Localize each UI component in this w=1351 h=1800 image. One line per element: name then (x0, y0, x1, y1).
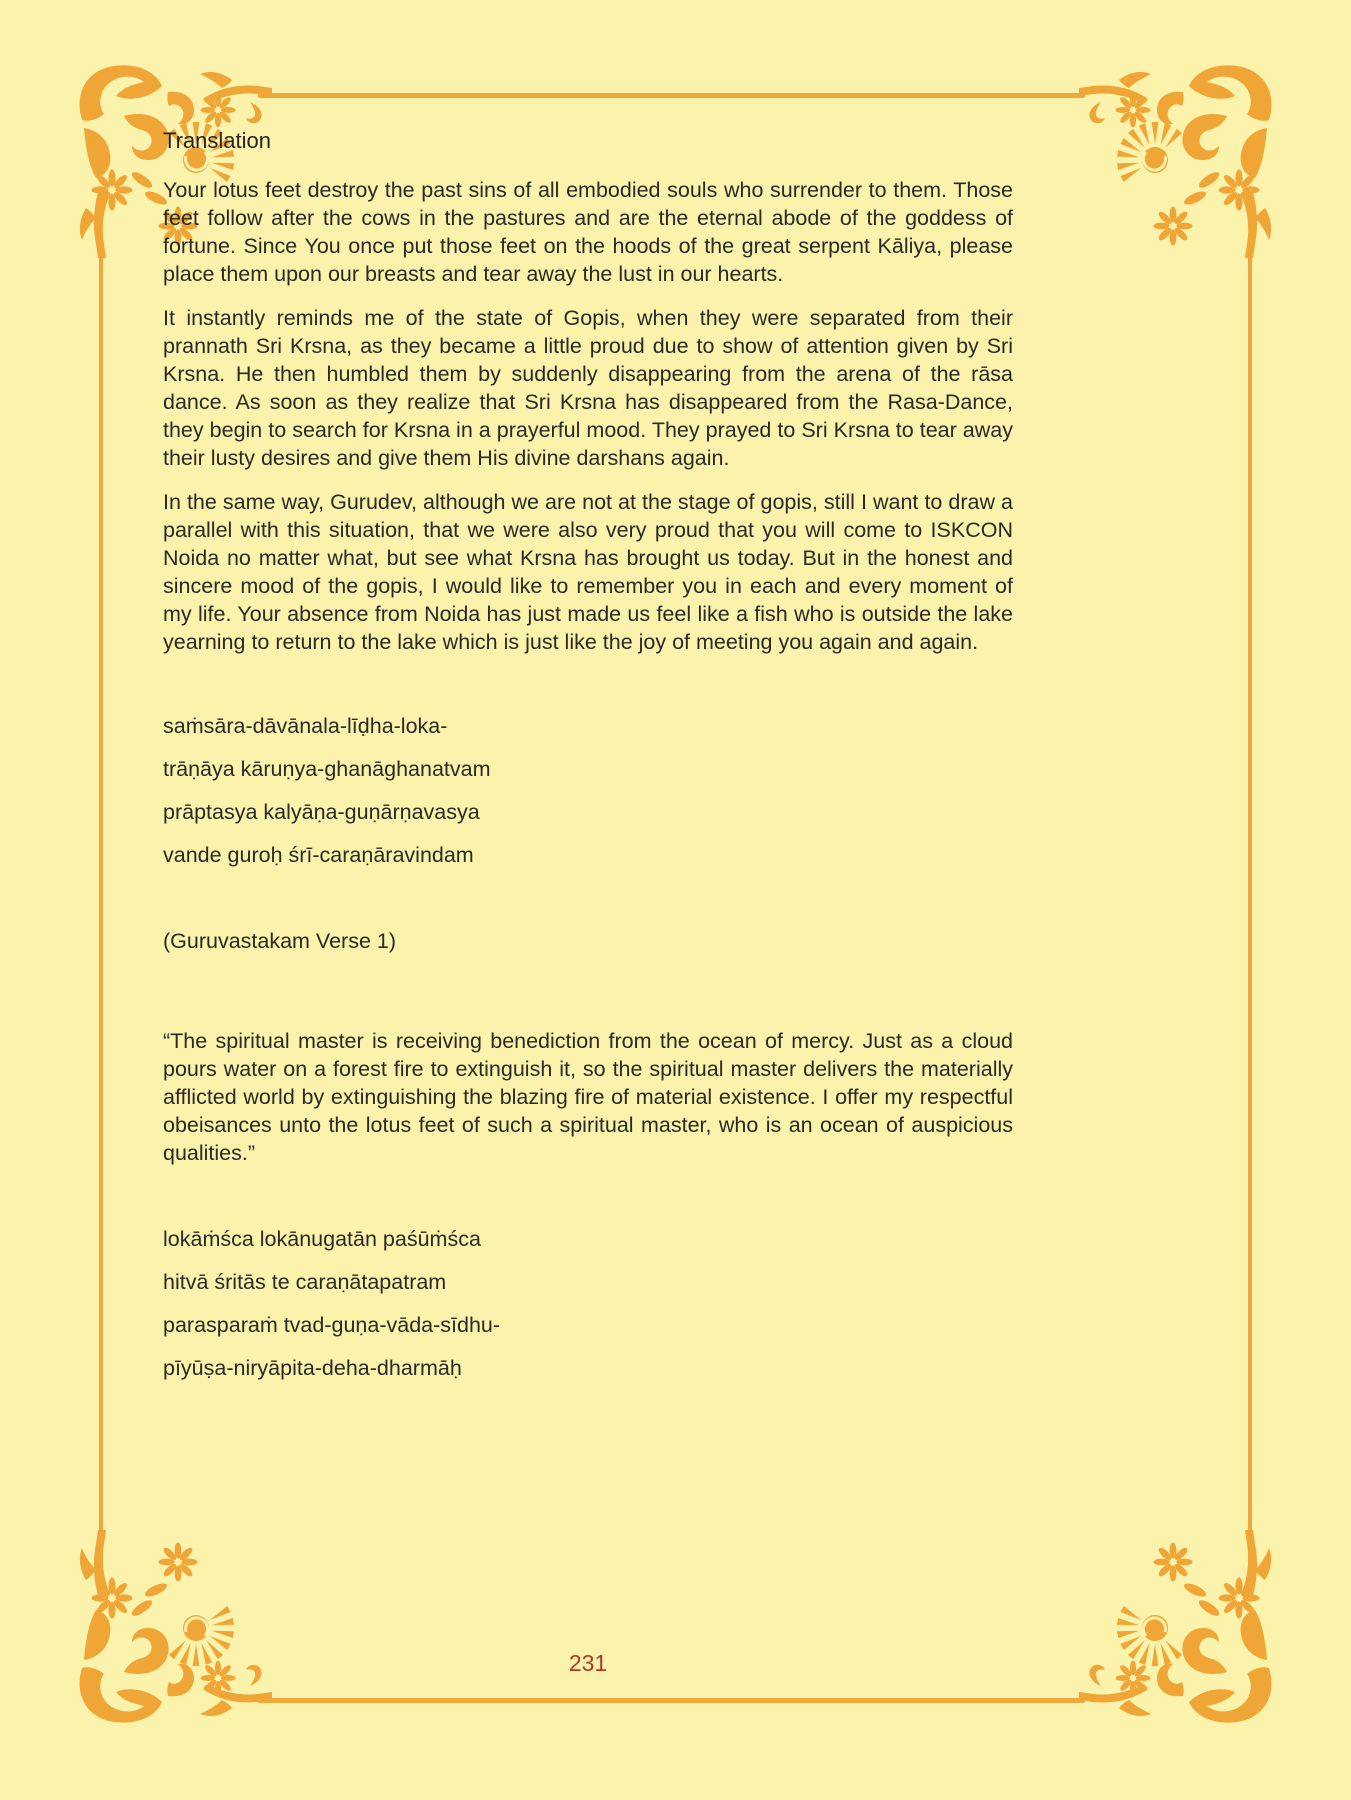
verse-block-guruvastakam (163, 712, 1013, 869)
verse-line: vande guroḥ śrī-caraṇāravindam (163, 843, 474, 867)
frame-border-left (99, 245, 103, 1567)
verse-block-second (163, 1225, 1013, 1382)
verse-line: lokāṁśca lokānugatān paśūṁśca (163, 1227, 481, 1251)
body-paragraph: Your lotus feet destroy the past sins of all embodied souls who surrender to them. Those feet follow after the cows in the pastures and are the eternal abode of the goddess of fortune. Since You once put those feet on the hoods of the great serpent Kāliya, please place them upon our breasts and tear away the lust in our hearts. (163, 178, 1013, 286)
frame-border-top (258, 93, 1085, 98)
corner-flourish-icon-bottom-right (1079, 1530, 1279, 1730)
verse-line: trāṇāya kāruṇya-ghanāghanatvam (163, 757, 491, 781)
verse-attribution: (Guruvastakam Verse 1) (163, 929, 397, 953)
verse-line: hitvā śritās te caraṇātapatram (163, 1270, 447, 1294)
page-number: 231 (568, 1650, 608, 1676)
body-paragraph: It instantly reminds me of the state of Gopis, when they were separated from their prannath Sri Krsna, as they became a little proud due to show of attention given by Sri Krsna. He then humbled them by suddenly disappearing from the arena of the rāsa dance. As soon as they realize that Sri Krsna has disappeared from the Rasa-Dance, they begin to search for Krsna in a prayerful mood. They prayed to Sri Krsna to tear away their lusty desires and give them His divine darshans again. (163, 306, 1013, 470)
verse-line: pīyūṣa-niryāpita-deha-dharmāḥ (163, 1356, 462, 1380)
frame-border-right (1248, 245, 1252, 1567)
frame-border-bottom (258, 1698, 1085, 1703)
corner-flourish-icon-bottom-left (72, 1530, 272, 1730)
section-heading-translation: Translation (163, 128, 272, 153)
verse-line: saṁsāra-dāvānala-līḍha-loka- (163, 714, 448, 738)
verse-line: prāptasya kalyāṇa-guṇārṇavasya (163, 800, 480, 824)
quote-paragraph: “The spiritual master is receiving benediction from the ocean of mercy. Just as a cloud pours water on a forest fire to extinguish it, so the spiritual master delivers the materially afflicted world by extinguishing the blazing fire of material existence. I offer my respectful obeisances unto the lotus feet of such a spiritual master, who is an ocean of auspicious qualities.” (163, 1029, 1013, 1165)
corner-flourish-icon-top-right (1079, 58, 1279, 258)
body-paragraph: In the same way, Gurudev, although we are not at the stage of gopis, still I want to draw a parallel with this situation, that we were also very proud that you will come to ISKCON Noida no matter what, but see what Krsna has brought us today. But in the honest and sincere mood of the gopis, I would like to remember you in each and every moment of my life. Your absence from Noida has just made us feel like a fish who is outside the lake yearning to return to the lake which is just like the joy of meeting you again and again. (163, 490, 1013, 654)
page-content (163, 128, 1013, 1397)
verse-line: parasparaṁ tvad-guṇa-vāda-sīdhu- (163, 1313, 501, 1337)
